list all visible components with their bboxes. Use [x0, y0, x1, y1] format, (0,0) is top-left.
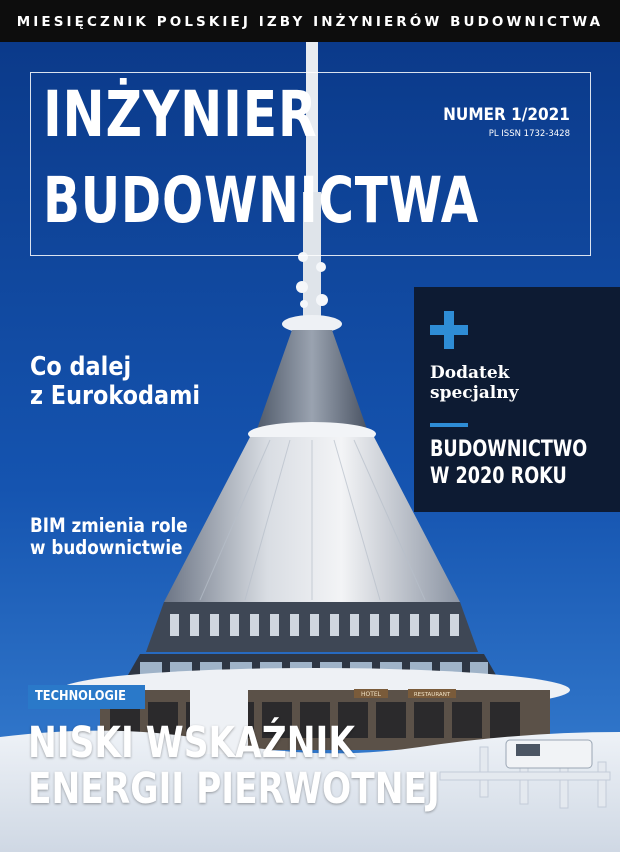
masthead — [30, 72, 591, 256]
feature-headline-line2: ENERGII PIERWOTNEJ — [28, 764, 440, 815]
supplement-topic — [430, 437, 587, 491]
plus-icon — [430, 311, 468, 349]
supplement-label-line2: specjalny — [430, 383, 519, 404]
headline-eurocodes-line2: z Eurokodami — [30, 381, 201, 412]
headline-bim-line2: w budownictwie — [30, 535, 183, 559]
feature-headline-line1: NISKI WSKAŹNIK — [28, 718, 355, 768]
supplement-divider — [430, 423, 468, 427]
headline-bim-line1: BIM zmienia role — [30, 514, 188, 537]
supplement-topic-line2: W 2020 ROKU — [430, 463, 567, 489]
restaurant-sign: RESTAURANT — [413, 692, 451, 698]
supplement-topic-line1: BUDOWNICTWO — [430, 437, 588, 462]
hotel-sign: HOTEL — [360, 691, 382, 698]
headline-bim — [30, 515, 188, 559]
publisher-tagline: MIESIĘCZNIK POLSKIEJ IZBY INŻYNIERÓW BUDOWNICTWA — [0, 0, 620, 42]
issn: PL ISSN 1732-3428 — [488, 129, 570, 139]
magazine-title-line2: BUDOWNICTWA — [43, 164, 480, 237]
issue-number: NUMER 1/2021 — [443, 105, 570, 125]
category-tag-label: TECHNOLOGIE — [35, 689, 126, 704]
magazine-title-line1: INŻYNIER — [43, 78, 318, 151]
headline-eurocodes — [30, 353, 200, 411]
special-supplement-box — [414, 287, 620, 512]
feature-headline — [28, 720, 440, 813]
supplement-label — [430, 363, 519, 403]
category-tag — [28, 685, 145, 709]
headline-eurocodes-line1: Co dalej — [30, 352, 132, 382]
supplement-label-line1: Dodatek — [430, 363, 510, 383]
